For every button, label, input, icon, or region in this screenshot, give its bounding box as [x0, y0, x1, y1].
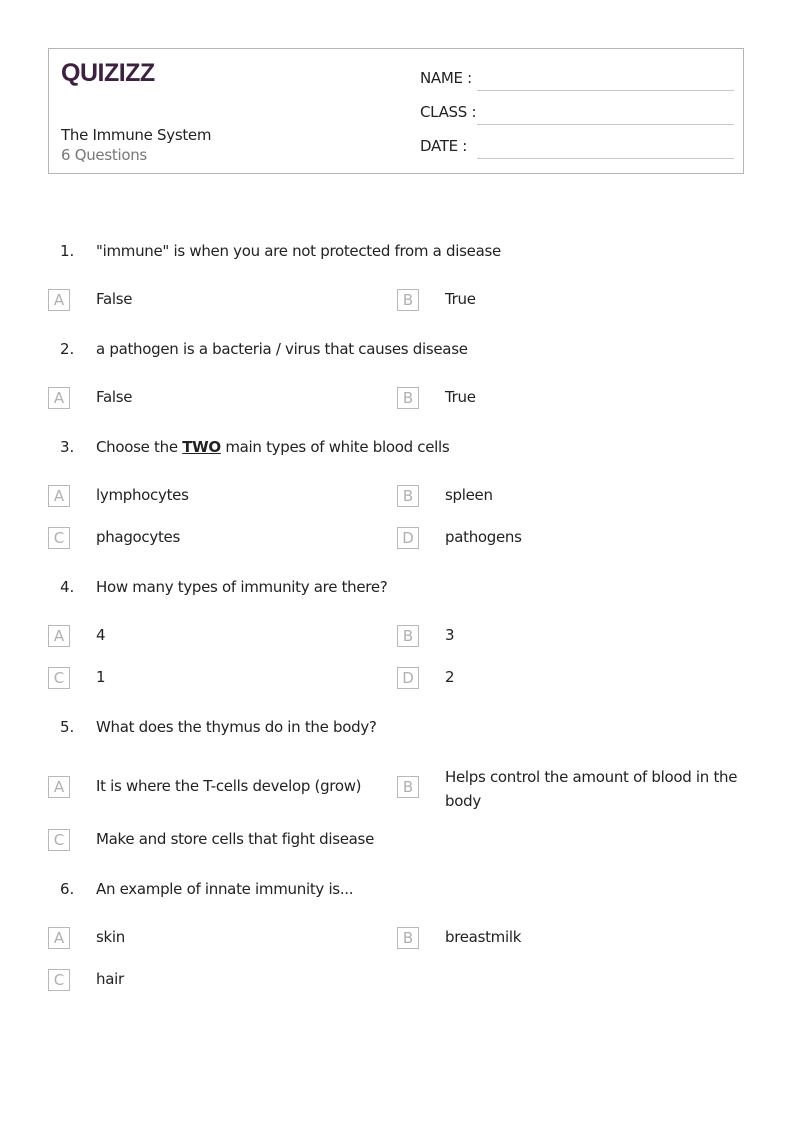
- question-count: 6 Questions: [61, 146, 147, 164]
- option-2a[interactable]: [48, 387, 388, 411]
- option-letter-box[interactable]: B: [397, 485, 419, 507]
- option-text: phagocytes: [96, 528, 180, 546]
- question-text-part: main types of white blood cells: [220, 438, 450, 456]
- quizizz-logo: QUIZIZZ: [61, 59, 155, 87]
- name-line[interactable]: [477, 90, 734, 91]
- class-label: CLASS :: [420, 103, 477, 121]
- option-letter-box[interactable]: C: [48, 667, 70, 689]
- option-3b[interactable]: [397, 485, 737, 509]
- option-letter-box[interactable]: C: [48, 829, 70, 851]
- option-letter-box[interactable]: A: [48, 776, 70, 798]
- question-number: 1.: [60, 242, 75, 260]
- option-3a[interactable]: [48, 485, 388, 509]
- question-text: "immune" is when you are not protected from a disease: [96, 242, 501, 260]
- option-5b[interactable]: [397, 768, 747, 810]
- option-letter-box[interactable]: B: [397, 776, 419, 798]
- question-text: a pathogen is a bacteria / virus that causes disease: [96, 340, 468, 358]
- option-1a[interactable]: [48, 289, 388, 313]
- option-text: breastmilk: [445, 928, 522, 946]
- option-letter-box[interactable]: C: [48, 527, 70, 549]
- question-number: 3.: [60, 438, 75, 456]
- option-letter-box[interactable]: B: [397, 387, 419, 409]
- option-text: Make and store cells that fight disease: [96, 830, 374, 848]
- option-4d[interactable]: [397, 667, 737, 691]
- option-text: hair: [96, 970, 124, 988]
- question-text: How many types of immunity are there?: [96, 578, 388, 596]
- emphasis-text: TWO: [182, 438, 221, 456]
- option-letter-box[interactable]: A: [48, 289, 70, 311]
- question-text: What does the thymus do in the body?: [96, 718, 377, 736]
- option-text: skin: [96, 928, 125, 946]
- option-1b[interactable]: [397, 289, 737, 313]
- question-text-part: Choose the: [96, 438, 183, 456]
- option-2b[interactable]: [397, 387, 737, 411]
- name-field[interactable]: [420, 69, 734, 93]
- option-letter-box[interactable]: B: [397, 625, 419, 647]
- option-text: 3: [445, 626, 455, 644]
- date-label: DATE :: [420, 137, 468, 155]
- question-number: 5.: [60, 718, 75, 736]
- worksheet-title: The Immune System: [61, 126, 212, 144]
- option-text: 2: [445, 668, 455, 686]
- date-line[interactable]: [477, 158, 734, 159]
- name-label: NAME :: [420, 69, 472, 87]
- option-3d[interactable]: [397, 527, 737, 551]
- option-4c[interactable]: [48, 667, 388, 691]
- option-letter-box[interactable]: B: [397, 927, 419, 949]
- option-text: pathogens: [445, 528, 522, 546]
- option-letter-box[interactable]: B: [397, 289, 419, 311]
- option-5a[interactable]: [48, 776, 388, 800]
- option-text: True: [445, 290, 476, 308]
- option-4b[interactable]: [397, 625, 737, 649]
- worksheet-header: [48, 48, 744, 174]
- date-field[interactable]: [420, 137, 734, 161]
- option-letter-box[interactable]: A: [48, 927, 70, 949]
- question-number: 4.: [60, 578, 75, 596]
- question-text: An example of innate immunity is...: [96, 880, 354, 898]
- question-number: 6.: [60, 880, 75, 898]
- option-letter-box[interactable]: A: [48, 387, 70, 409]
- option-text: True: [445, 388, 476, 406]
- option-6b[interactable]: [397, 927, 737, 951]
- class-field[interactable]: [420, 103, 734, 127]
- option-4a[interactable]: [48, 625, 388, 649]
- option-letter-box[interactable]: A: [48, 485, 70, 507]
- option-text: It is where the T-cells develop (grow): [96, 777, 362, 795]
- option-text: False: [96, 290, 133, 308]
- option-text: Helps control the amount of blood in the body: [445, 768, 738, 810]
- option-6c[interactable]: [48, 969, 388, 993]
- option-text: lymphocytes: [96, 486, 189, 504]
- option-text: False: [96, 388, 133, 406]
- option-3c[interactable]: [48, 527, 388, 551]
- option-text: 4: [96, 626, 106, 644]
- option-6a[interactable]: [48, 927, 388, 951]
- question-text: [96, 438, 449, 456]
- option-text: 1: [96, 668, 106, 686]
- option-5c[interactable]: [48, 829, 388, 853]
- option-text: spleen: [445, 486, 493, 504]
- class-line[interactable]: [477, 124, 734, 125]
- option-letter-box[interactable]: D: [397, 527, 419, 549]
- option-letter-box[interactable]: A: [48, 625, 70, 647]
- option-letter-box[interactable]: D: [397, 667, 419, 689]
- option-letter-box[interactable]: C: [48, 969, 70, 991]
- question-number: 2.: [60, 340, 75, 358]
